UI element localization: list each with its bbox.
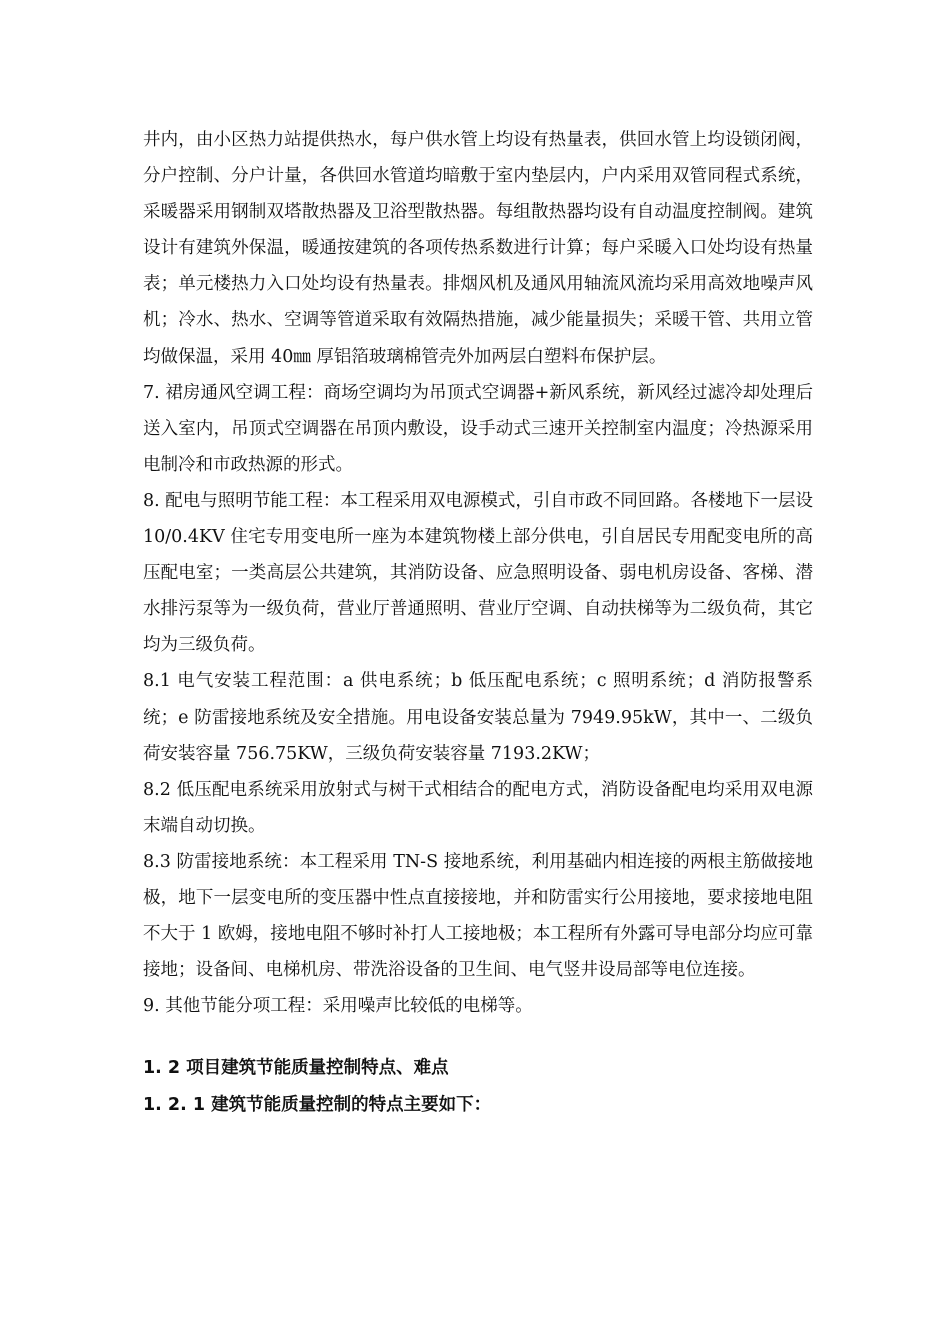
paragraph-low-voltage: 8.2 低压配电系统采用放射式与树干式相结合的配电方式，消防设备配电均采用双电源末端自动切换。 [143, 779, 813, 836]
paragraph-other-items: 9. 其他节能分项工程：采用噪声比较低的电梯等。 [143, 996, 533, 1017]
section-heading: 1. 2 项目建筑节能质量控制特点、难点 [143, 1058, 449, 1079]
section-spacer [143, 1024, 813, 1050]
paragraph-lightning-grounding: 8.3 防雷接地系统：本工程采用 TN-S 接地系统，利用基础内相连接的两根主筋做接地极，地下一层变电所的变压器中性点直接接地，并和防雷实行公用接地，要求接地电阻不大于 1 欧姆，接地电阻不够时补打人工接地极；本工程所有外露可导电部分均应可靠接地；设备间、电梯机房、带洗浴设备的卫生间、电气竖井设局部等电位连接。 [143, 851, 813, 981]
subsection-heading: 1. 2. 1 建筑节能质量控制的特点主要如下： [143, 1095, 492, 1116]
paragraph-podium-hvac: 7. 裙房通风空调工程：商场空调均为吊顶式空调器+新风系统，新风经过滤冷却处理后送入室内，吊顶式空调器在吊顶内敷设，设手动式三速开关控制室内温度；冷热源采用电制冷和市政热源的形式。 [143, 382, 813, 475]
document-body [143, 122, 813, 1124]
paragraph-power-lighting: 8. 配电与照明节能工程：本工程采用双电源模式，引自市政不同回路。各楼地下一层设 10/0.4KV 住宅专用变电所一座为本建筑物楼上部分供电，引自居民专用配变电所的高压配电室；一类高层公共建筑，其消防设备、应急照明设备、弱电机房设备、客梯、潜水排污泵等为一级负荷，营业厅普通照明、营业厅空调、自动扶梯等为二级负荷，其它均为三级负荷。 [143, 490, 813, 656]
paragraph-heating-system: 井内，由小区热力站提供热水，每户供水管上均设有热量表，供回水管上均设锁闭阀，分户控制、分户计量，各供回水管道均暗敷于室内垫层内，户内采用双管同程式系统，采暖器采用钢制双塔散热器及卫浴型散热器。每组散热器均设有自动温度控制阀。建筑设计有建筑外保温，暖通按建筑的各项传热系数进行计算；每户采暖入口处均设有热量表；单元楼热力入口处均设有热量表。排烟风机及通风用轴流风流均采用高效地噪声风机；冷水、热水、空调等管道采取有效隔热措施，减少能量损失；采暖干管、共用立管均做保温，采用 40㎜ 厚铝箔玻璃棉管壳外加两层白塑料布保护层。 [143, 130, 813, 367]
paragraph-electrical-scope: 8.1 电气安装工程范围：a 供电系统；b 低压配电系统；c 照明系统；d 消防报警系统；e 防雷接地系统及安全措施。用电设备安装总量为 7949.95kW，其中一、二级负荷安装容量 756.75KW，三级负荷安装容量 7193.2KW； [143, 671, 813, 764]
